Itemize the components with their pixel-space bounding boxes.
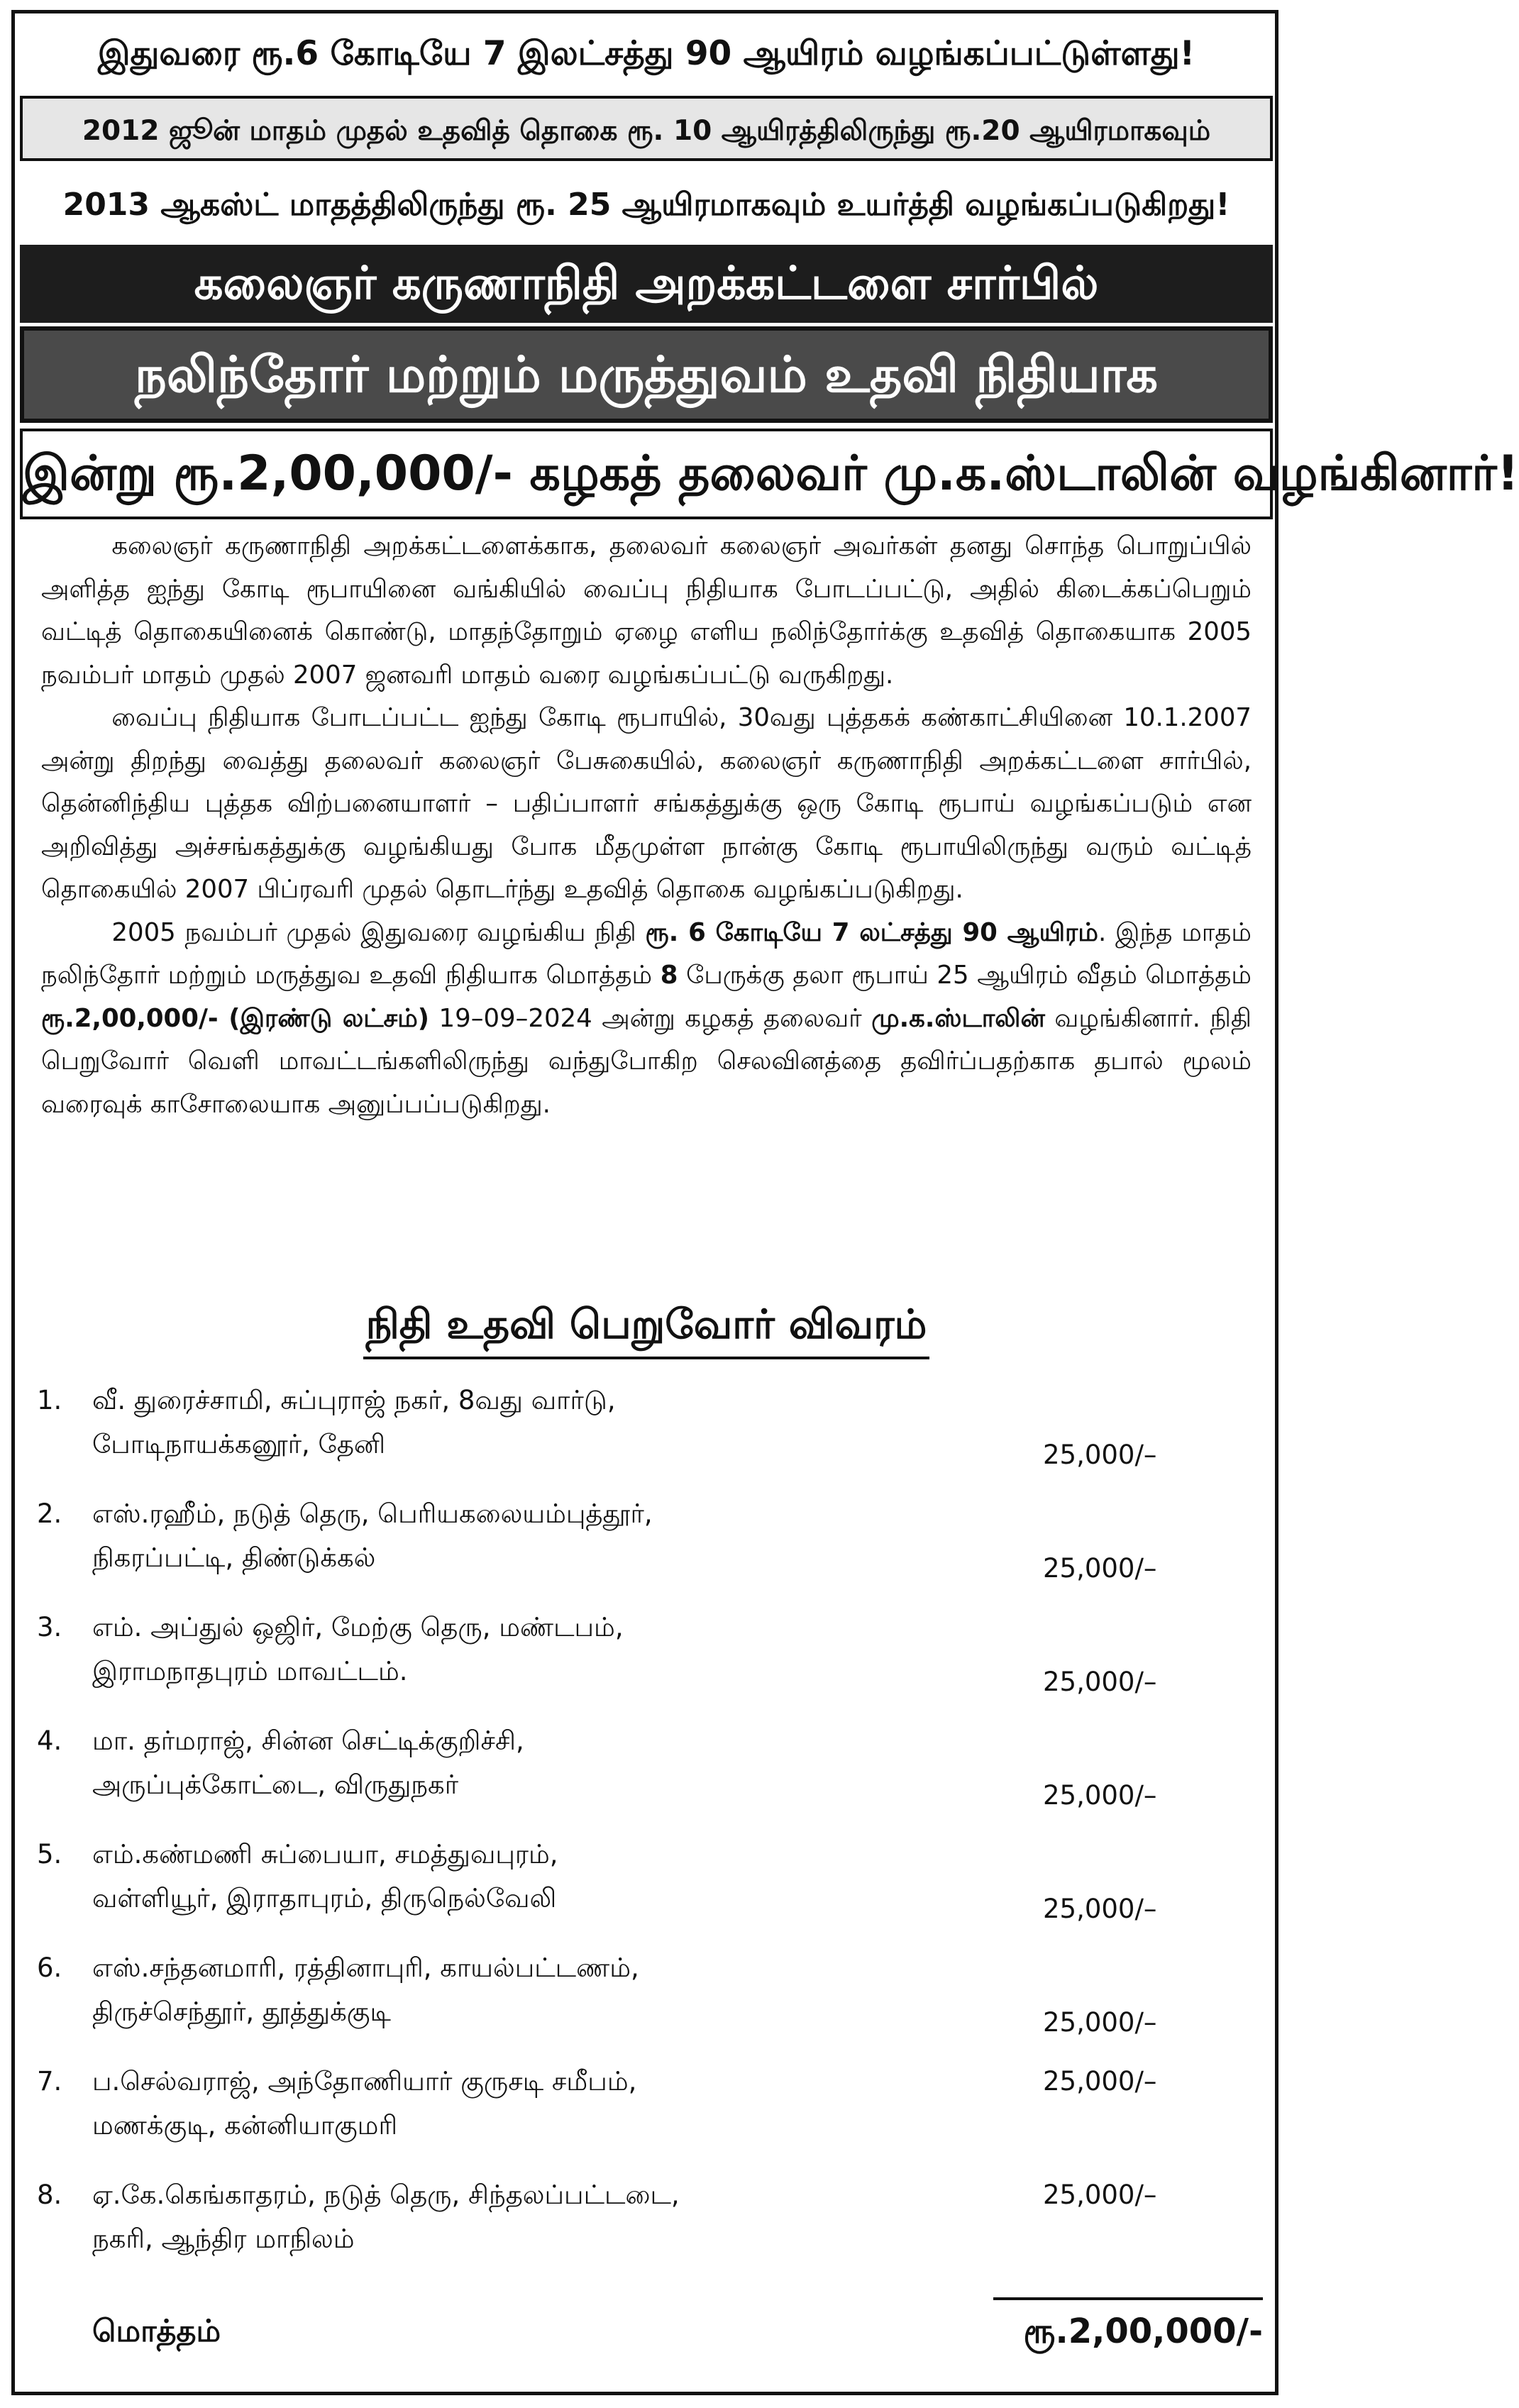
item-amount: 25,000/– [1043, 2066, 1157, 2097]
p3-text-i: வழங்கினார். நிதி பெறுவோர் வெளி மாவட்டங்களிலிருந்து வந்துபோகிற செலவினத்தை தவிர்ப்பதற்காக தபால் மூலம் வரைவுக் காசோலையாக அனுப்பப்படுகிறது. [41, 1003, 1252, 1119]
list-item [0, 1479, 1293, 1593]
item-name-line: ஏ.கே.கெங்காதரம், நடுத் தெரு, சிந்தலப்பட்டடை, [92, 2180, 680, 2210]
banner-trust-name: கலைஞர் கருணாநிதி அறக்கட்டளை சார்பில் [20, 245, 1273, 323]
item-place-line: நிகரப்பட்டி, திண்டுக்கல் [92, 1542, 376, 1573]
item-name-line: மா. தர்மராஜ், சின்ன செட்டிக்குறிச்சி, [92, 1725, 524, 1756]
headline-increase-2013: 2013 ஆகஸ்ட் மாதத்திலிருந்து ரூ. 25 ஆயிரமாகவும் உயர்த்தி வழங்கப்படுகிறது! [62, 187, 1230, 223]
paragraph-3 [41, 912, 1252, 1127]
item-name-line: எம்.கண்மணி சுப்பையா, சமத்துவபுரம், [92, 1839, 558, 1869]
item-place-line: திருச்செந்தூர், தூத்துக்குடி [92, 1996, 391, 2027]
item-number: 4. [37, 1725, 62, 1756]
item-amount: 25,000/– [1043, 1553, 1157, 1584]
paragraph-1: கலைஞர் கருணாநிதி அறக்கட்டளைக்காக, தலைவர் கலைஞர் அவர்கள் தனது சொந்த பொறுப்பில் அளித்த ஐந்து கோடி ரூபாயினை வங்கியில் வைப்பு நிதியாக போடப்பட்டு, அதில் கிடைக்கப்பெறும் வட்டித் தொகையினைக் கொண்டு, மாதந்தோறும் ஏழை எளிய நலிந்தோர்க்கு உதவித் தொகையாக 2005 நவம்பர் மாதம் முதல் 2007 ஜனவரி மாதம் வரை வழங்கப்பட்டு வருகிறது. [41, 531, 1252, 690]
paragraph-2: வைப்பு நிதியாக போடப்பட்ட ஐந்து கோடி ரூபாயில், 30வது புத்தகக் கண்காட்சியினை 10.1.2007 அன்று திறந்து வைத்து தலைவர் கலைஞர் பேசுகையில், கலைஞர் கருணாநிதி அறக்கட்டளை சார்பில், தென்னிந்திய புத்தக விற்பனையாளர் – பதிப்பாளர் சங்கத்துக்கு ஒரு கோடி ரூபாய் வழங்கப்படும் என அறிவித்து அச்சங்கத்துக்கு வழங்கியது போக மீதமுள்ள நான்கு கோடி ரூபாயிலிருந்து வரும் வட்டித் தொகையில் 2007 பிப்ரவரி முதல் தொடர்ந்து உதவித் தொகை வழங்கப்படுகிறது. [41, 703, 1252, 904]
item-amount: 25,000/– [1043, 1667, 1157, 1697]
list-item [0, 2047, 1293, 2160]
p3-text-a: 2005 நவம்பர் முதல் இதுவரை வழங்கிய நிதி [111, 917, 646, 947]
item-amount: 25,000/– [1043, 1440, 1157, 1470]
item-name-line: எம். அப்துல் ஒஜிர், மேற்கு தெரு, மண்டபம், [92, 1612, 624, 1642]
p3-leader-name: மு.க.ஸ்டாலின் [871, 1003, 1045, 1033]
item-number: 5. [37, 1839, 62, 1869]
headline-total-given: இதுவரை ரூ.6 கோடியே 7 இலட்சத்து 90 ஆயிரம் வழங்கப்பட்டுள்ளது! [97, 34, 1195, 73]
item-name-line: வீ. துரைச்சாமி, சுப்புராஜ் நகர், 8வது வார்டு, [92, 1385, 616, 1415]
item-name-line: எஸ்.ரஹீம், நடுத் தெரு, பெரியகலையம்புத்தூர், [92, 1498, 653, 1529]
p3-total-amount: ரூ.2,00,000/- (இரண்டு லட்சம்) [41, 1003, 429, 1033]
item-amount: 25,000/– [1043, 1780, 1157, 1811]
list-item [0, 2160, 1293, 2274]
item-number: 3. [37, 1612, 62, 1642]
list-item [0, 1933, 1293, 2047]
p3-text-g: 19–09–2024 அன்று கழகத் தலைவர் [429, 1003, 872, 1033]
item-place-line: அருப்புக்கோட்டை, விருதுநகர் [92, 1769, 459, 1800]
p3-recipient-count: 8 [660, 961, 678, 990]
item-number: 8. [37, 2180, 62, 2210]
recipients-heading: நிதி உதவி பெறுவோர் விவரம் [0, 1293, 1293, 1359]
list-item [0, 1820, 1293, 1933]
total-amount: ரூ.2,00,000/- [1023, 2312, 1263, 2351]
article-body [41, 525, 1252, 1126]
recipients-list [0, 1366, 1293, 2274]
banner-today-amount: இன்று ரூ.2,00,000/- கழகத் தலைவர் மு.க.ஸ்டாலின் வழங்கினார்! [20, 429, 1273, 519]
item-name-line: எஸ்.சந்தனமாரி, ரத்தினாபுரி, காயல்பட்டணம், [92, 1953, 639, 1983]
list-item [0, 1706, 1293, 1820]
item-amount: 25,000/– [1043, 2007, 1157, 2038]
item-place-line: இராமநாதபுரம் மாவட்டம். [92, 1656, 408, 1686]
p3-total-given: ரூ. 6 கோடியே 7 லட்சத்து 90 ஆயிரம் [645, 917, 1098, 947]
list-item [0, 1366, 1293, 1479]
item-number: 1. [37, 1385, 62, 1415]
headline-increase-2012: 2012 ஜூன் மாதம் முதல் உதவித் தொகை ரூ. 10 ஆயிரத்திலிருந்து ரூ.20 ஆயிரமாகவும் [20, 96, 1273, 161]
p3-text-c: . இந்த மாதம் நலிந்தோர் மற்றும் மருத்துவ உதவி நிதியாக மொத்தம் [41, 917, 1252, 990]
item-number: 6. [37, 1953, 62, 1983]
item-place-line: நகரி, ஆந்திர மாநிலம் [92, 2224, 355, 2254]
item-place-line: போடிநாயக்கனூர், தேனி [92, 1429, 386, 1459]
p3-text-e: பேருக்கு தலா ரூபாய் 25 ஆயிரம் வீதம் மொத்தம் [678, 961, 1252, 990]
item-number: 2. [37, 1498, 62, 1529]
item-amount: 25,000/– [1043, 1894, 1157, 1924]
total-divider [993, 2297, 1263, 2300]
item-name-line: ப.செல்வராஜ், அந்தோணியார் குருசடி சமீபம், [92, 2066, 637, 2097]
item-amount: 25,000/– [1043, 2180, 1157, 2210]
banner-aid-purpose: நலிந்தோர் மற்றும் மருத்துவம் உதவி நிதியாக [20, 326, 1273, 423]
total-label: மொத்தம் [92, 2314, 221, 2349]
item-number: 7. [37, 2066, 62, 2097]
list-item [0, 1593, 1293, 1706]
item-place-line: மணக்குடி, கன்னியாகுமரி [92, 2110, 398, 2141]
item-place-line: வள்ளியூர், இராதாபுரம், திருநெல்வேலி [92, 1883, 557, 1913]
